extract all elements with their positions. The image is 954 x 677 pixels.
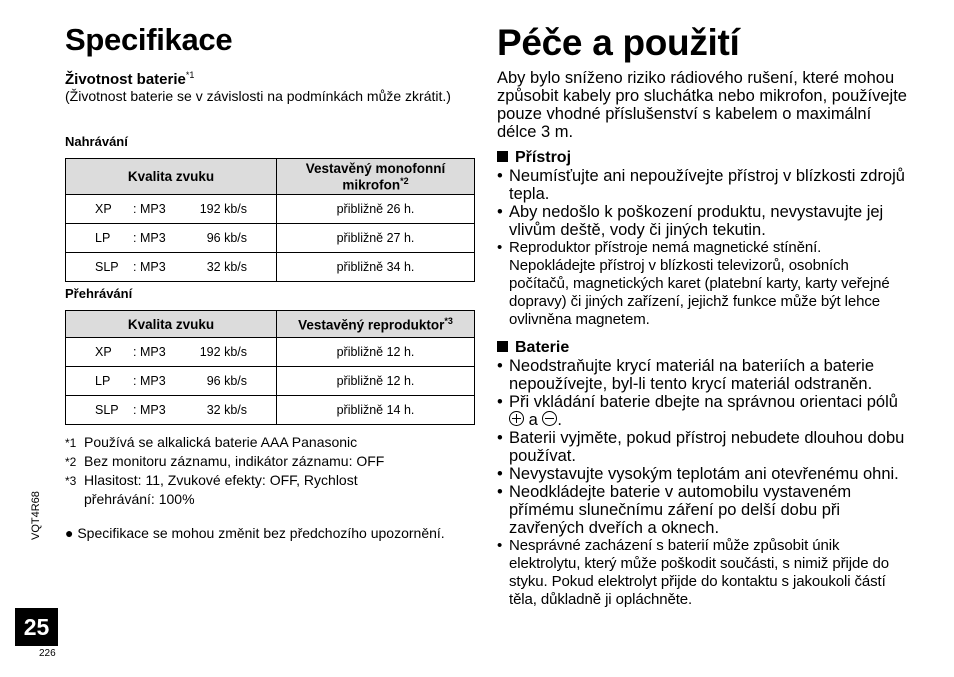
- list-item: • Nesprávné zacházení s baterií může způsobit únik elektrolytu, který může poškodit součásti, s nimiž přijde do styku. Pokud elektrolyt přijde do kontaktu s jakoukoli částí těla, důkladně ji opláchněte.: [497, 537, 907, 609]
- list-item: • Reproduktor přístroje nemá magnetické stínění. Nepokládejte přístroj v blízkosti televizorů, osobních počítačů, magnetických karet (platební karty, karty veřejné dopravy) či jiných zařízení, jejichž funkce může být lehce ovlivněna magnetem.: [497, 239, 907, 329]
- battery-life-title: Životnost baterie$^{*1}$: [65, 70, 195, 88]
- minus-pole-icon: [542, 411, 557, 426]
- list-item: • Neodstraňujte krycí materiál na bateriích a baterie nepoužívejte, byl-li tento krycí materiál odstraněn.: [497, 357, 907, 393]
- list-item: • Nevystavujte vysokým teplotám ani otevřenému ohni.: [497, 465, 907, 483]
- plus-pole-icon: [509, 411, 524, 426]
- spec-title: Specifikace: [65, 22, 233, 57]
- list-item: • Neumísťujte ani nepoužívejte přístroj v blízkosti zdrojů tepla.: [497, 167, 907, 203]
- playback-table: [65, 310, 475, 425]
- table-row: LP : MP3 96 kb/s přibližně 27 h.: [66, 224, 475, 253]
- table-header: Vestavěný reproduktor$^{*3}$: [277, 311, 475, 338]
- footnote: *3 Hlasitost: 11, Zvukové efekty: OFF, Rychlost: [65, 472, 358, 488]
- playback-heading: Přehrávání: [65, 286, 133, 301]
- table-row: SLP : MP3 32 kb/s přibližně 14 h.: [66, 396, 475, 425]
- care-intro: Aby bylo sníženo riziko rádiového rušení, které mohou způsobit kabely pro sluchátka nebo mikrofon, používejte pouze vhodné příslušenství s kabelem o maximální délce 3 m.: [497, 69, 907, 141]
- footnotes: [65, 433, 465, 508]
- device-list: [497, 167, 907, 329]
- model-code: VQT4R68: [30, 491, 42, 540]
- recording-heading: Nahrávání: [65, 134, 128, 149]
- footnote-continuation: přehrávání: 100%: [84, 491, 195, 507]
- page-number-small: 226: [39, 648, 56, 659]
- spec-change-note: ● Specifikace se mohou změnit bez předchozího upozornění.: [65, 525, 445, 541]
- footnote-mark: *1: [185, 70, 195, 80]
- table-row: XP : MP3 192 kb/s přibližně 26 h.: [66, 195, 475, 224]
- footnote: *2 Bez monitoru záznamu, indikátor záznamu: OFF: [65, 453, 385, 469]
- table-header: Kvalita zvuku: [66, 311, 277, 338]
- table-row: LP : MP3 96 kb/s přibližně 12 h.: [66, 367, 475, 396]
- list-item: • Neodkládejte baterie v automobilu vystaveném přímému slunečnímu záření po delší dobu při zavřených dveřích a oknech.: [497, 483, 907, 537]
- battery-heading: Baterie: [497, 339, 569, 357]
- table-row: XP : MP3 192 kb/s přibližně 12 h.: [66, 338, 475, 367]
- list-item: • Baterii vyjměte, pokud přístroj nebudete dlouhou dobu používat.: [497, 429, 907, 465]
- square-bullet-icon: [497, 151, 508, 162]
- recording-table: [65, 158, 475, 282]
- table-header: Kvalita zvuku: [66, 159, 277, 195]
- device-heading: Přístroj: [497, 149, 571, 167]
- battery-life-note: (Životnost baterie se v závislosti na podmínkách může zkrátit.): [65, 88, 451, 104]
- list-item: • Aby nedošlo k poškození produktu, nevystavujte jej vlivům deště, vody či jiných tekutin.: [497, 203, 907, 239]
- table-header: Vestavěný monofonní mikrofon$^{*2}$: [277, 159, 475, 195]
- list-item: • Při vkládání baterie dbejte na správnou orientaci pólů a .: [497, 393, 907, 429]
- table-row: SLP : MP3 32 kb/s přibližně 34 h.: [66, 253, 475, 282]
- care-title: Péče a použití: [497, 22, 740, 63]
- square-bullet-icon: [497, 341, 508, 352]
- page-number: 25: [15, 608, 58, 646]
- footnote: *1 Používá se alkalická baterie AAA Panasonic: [65, 434, 358, 450]
- battery-list: [497, 357, 907, 609]
